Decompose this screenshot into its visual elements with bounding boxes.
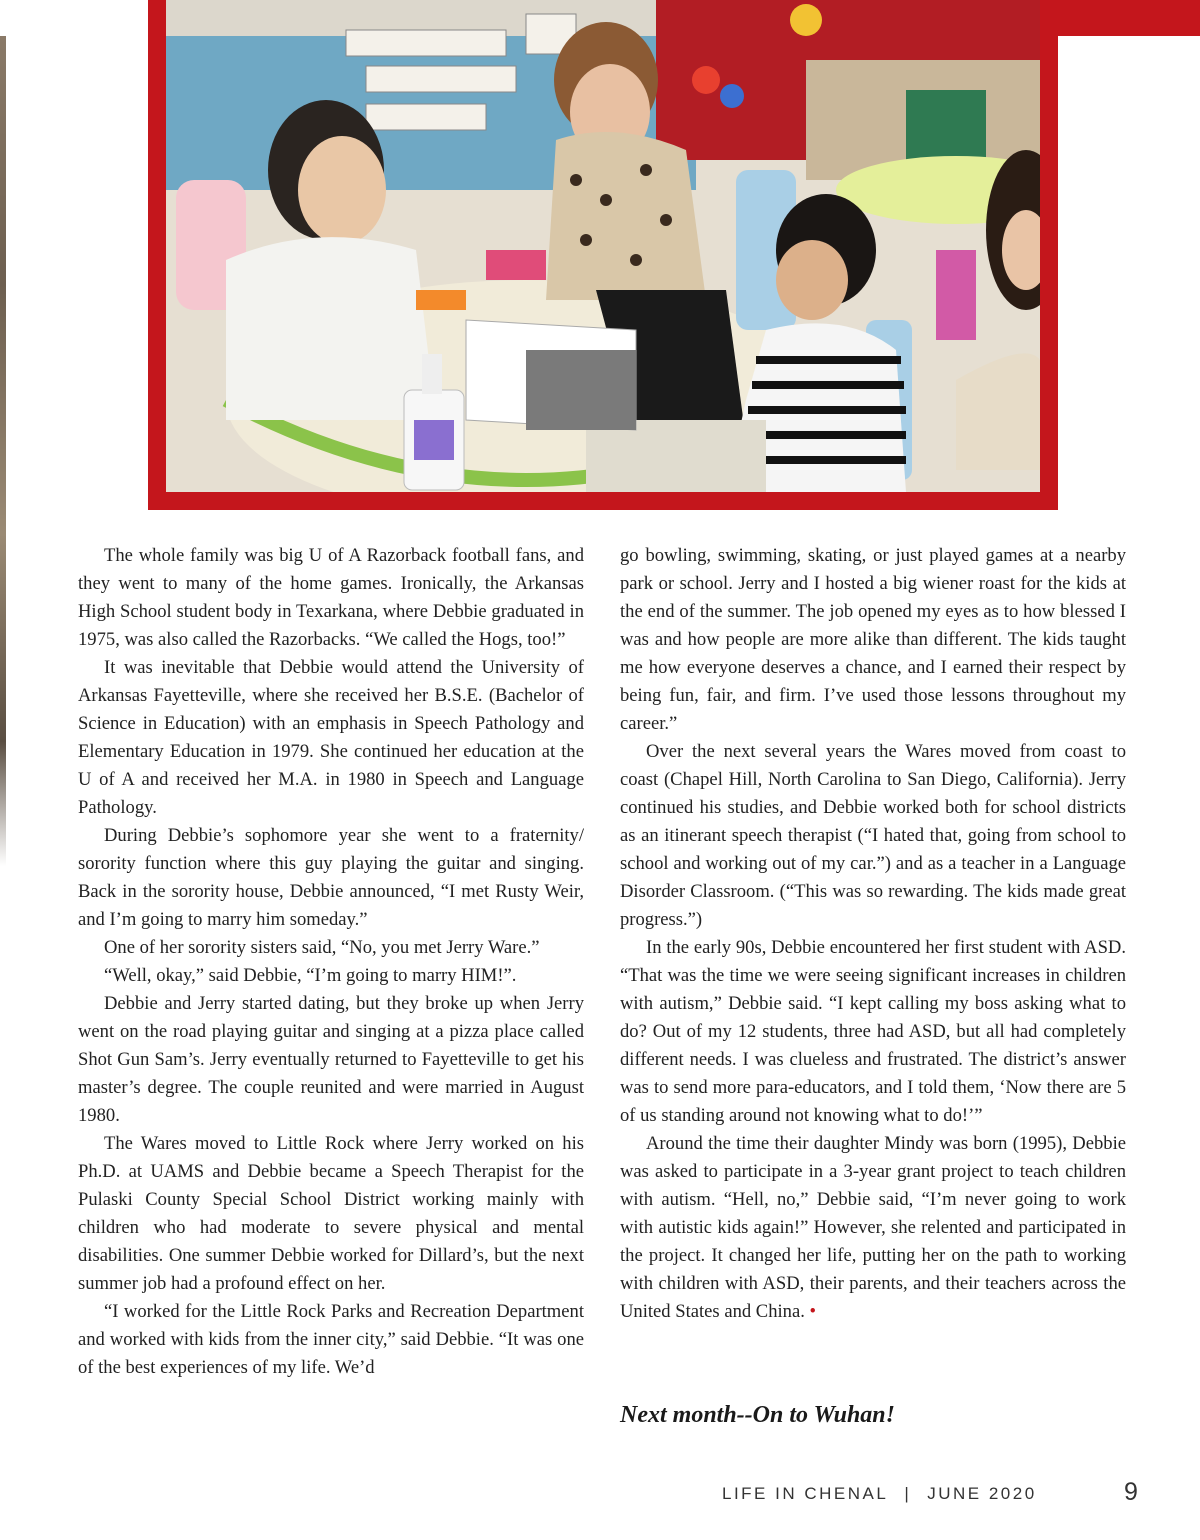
issue-date: JUNE 2020 (927, 1484, 1037, 1503)
article-paragraph: go bowling, swimming, skating, or just played games at a nearby park or school. Jerry and I hosted a big wiener roast for the kids at the end of the summer. The job opened my eyes as to how blessed I was and how people are more alike than different. The kids taught me how everyone deserves a chance, and I earned their respect by being fun, fair, and firm. I’ve used those lessons throughout my career.” (620, 545, 1126, 734)
page-number: 9 (1124, 1478, 1138, 1506)
article-right-column (620, 542, 1126, 1326)
classroom-photo (166, 0, 1040, 492)
article-paragraph: “I worked for the Little Rock Parks and Recreation Department and worked with kids from the inner city,” said Debbie. “It was one of the best experiences of my life. We’d (78, 1301, 584, 1378)
article-paragraph: “Well, okay,” said Debbie, “I’m going to marry HIM!”. (104, 965, 517, 986)
article-paragraph: The whole family was big U of A Razorback football fans, and they went to many of the home games. Ironically, the Arkansas High School student body in Texarkana, where Debbie graduated in 1975, was also called the Razorbacks. “We called the Hogs, too!” (78, 545, 584, 650)
page-footer (722, 1484, 1037, 1504)
adjacent-photo-edge (0, 36, 6, 866)
article-left-column (78, 542, 584, 1382)
article-paragraph (620, 1130, 1126, 1326)
article-paragraph: During Debbie’s sophomore year she went to a fraternity/ sorority function where this guy playing the guitar and singing. Back in the sorority house, Debbie announced, “I met Rusty Weir, and I’m going to marry him someday.” (78, 825, 584, 930)
next-month-teaser: Next month--On to Wuhan! (620, 1402, 895, 1428)
article-paragraph: It was inevitable that Debbie would attend the University of Arkansas Fayetteville, where she received her B.S.E. (Bachelor of Science in Education) with an emphasis in Speech Pathology and Elementary Education in 1979. She continued her education at the U of A and received her M.A. in 1980 in Speech and Language Pathology. (78, 657, 584, 818)
article-paragraph: Debbie and Jerry started dating, but they broke up when Jerry went on the road playing guitar and singing at a pizza place called Shot Gun Sam’s. Jerry eventually returned to Fayetteville to get his master’s degree. The couple reunited and were married in August 1980. (78, 993, 584, 1126)
footer-separator: | (904, 1484, 912, 1503)
article-paragraph-text: Around the time their daughter Mindy was born (1995), Debbie was asked to participate in a 3-year grant project to teach children with autism. “Hell, no,” Debbie said, “I’m never going to work with autistic kids again!” However, she relented and participated in the project. It changed her life, putting her on the path to working with children with ASD, their parents, and their teachers across the United States and China. (620, 1133, 1126, 1322)
end-mark-bullet: • (809, 1301, 817, 1322)
article-paragraph: One of her sorority sisters said, “No, you met Jerry Ware.” (104, 937, 540, 958)
publication-name: LIFE IN CHENAL (722, 1484, 889, 1503)
red-accent-tab (1058, 0, 1200, 36)
article-paragraph: The Wares moved to Little Rock where Jerry worked on his Ph.D. at UAMS and Debbie became a Speech Therapist for the Pulaski County Special School District working mainly with children who had moderate to severe physical and mental disabilities. One summer Debbie worked for Dillard’s, but the next summer job had a profound effect on her. (78, 1133, 584, 1294)
article-paragraph: In the early 90s, Debbie encountered her first student with ASD. “That was the time we were seeing significant increases in children with autism,” Debbie said. “I kept calling my boss asking what to do? Out of my 12 students, three had ASD, but all had completely different needs. I was clueless and frustrated. The district’s answer was to send more para-educators, and I told them, ‘Now there are 5 of us standing around not knowing what to do!’” (620, 937, 1126, 1126)
article-paragraph: Over the next several years the Wares moved from coast to coast (Chapel Hill, North Carolina to San Diego, California). Jerry continued his studies, and Debbie worked both for school districts as an itinerant speech therapist (“I hated that, going from school to school and working out of my car.”) and as a teacher in a Language Disorder Classroom. (“This was so rewarding. The kids made great progress.”) (620, 741, 1126, 930)
